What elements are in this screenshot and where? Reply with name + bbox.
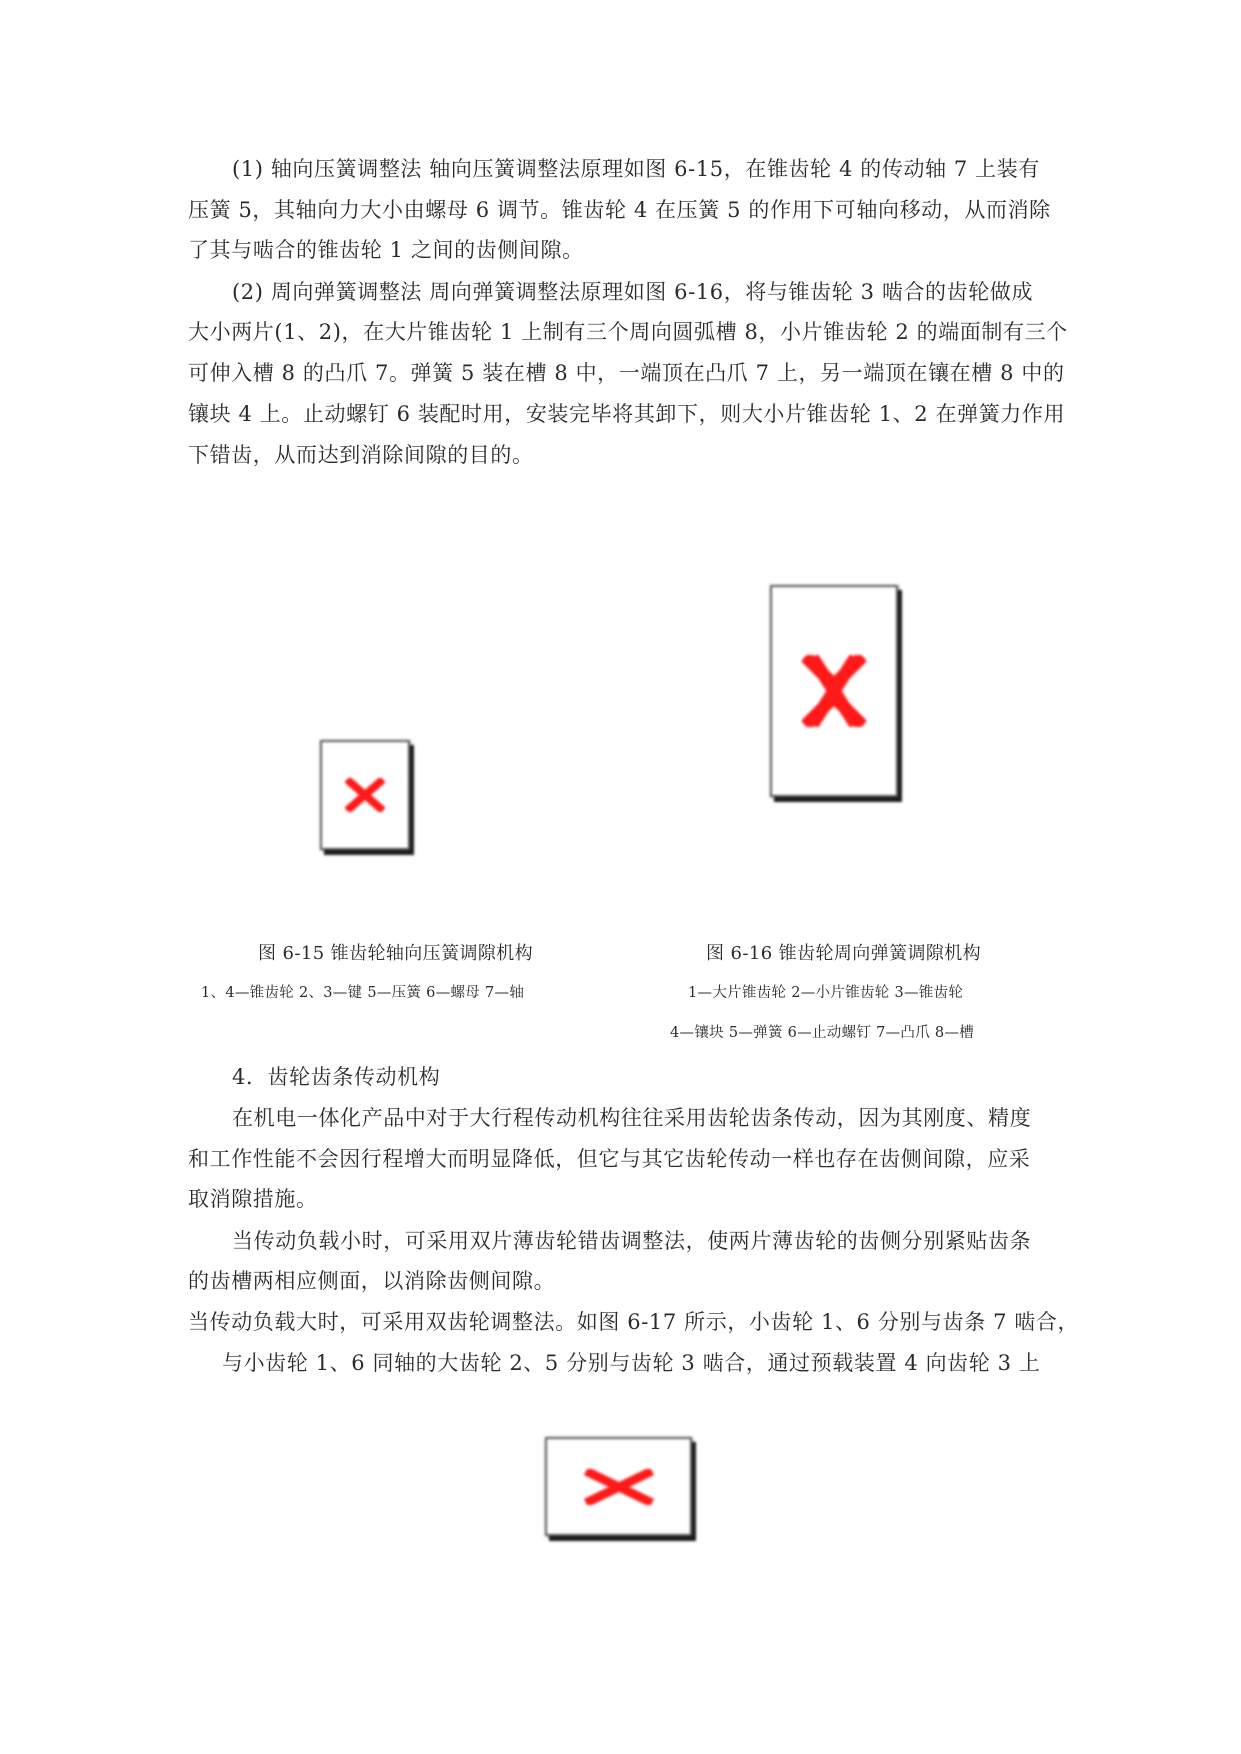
figure-6-17-broken-image: [545, 1437, 692, 1536]
p4-line-2: 的齿槽两相应侧面，以消除齿侧间隙。: [188, 1269, 556, 1293]
p2-line-4: 镶块 4 上。止动螺钉 6 装配时用，安装完毕将其卸下，则大小片锥齿轮 1、2 在弹簧力作用: [188, 402, 1066, 426]
p1-line-3: 了其与啮合的锥齿轮 1 之间的齿侧间隙。: [188, 238, 584, 262]
p3-line-2: 和工作性能不会因行程增大而明显降低，但它与其它齿轮传动一样也存在齿侧间隙，应采: [188, 1147, 1031, 1171]
figure-6-15-caption: 图 6-15 锥齿轮轴向压簧调隙机构: [258, 943, 534, 964]
broken-image-x-icon: [345, 778, 385, 812]
p5-line-1: 当传动负载大时，可采用双齿轮调整法。如图 6-17 所示，小齿轮 1、6 分别与齿条 7 啮合，: [188, 1310, 1080, 1334]
figure-6-16-caption: 图 6-16 锥齿轮周向弹簧调隙机构: [706, 943, 982, 964]
figure-6-16-legend-2: 4—镶块 5—弹簧 6—止动螺钉 7—凸爪 8—槽: [670, 1025, 975, 1041]
p1-line-2: 压簧 5，其轴向力大小由螺母 6 调节。锥齿轮 4 在压簧 5 的作用下可轴向移动，从而消除: [188, 198, 1051, 222]
p2-line-3: 可伸入槽 8 的凸爪 7。弹簧 5 装在槽 8 中，一端顶在凸爪 7 上，另一端顶在镶在槽 8 中的: [188, 361, 1065, 385]
broken-image-x-icon: [584, 1469, 654, 1505]
p2-line-2: 大小两片(1、2)，在大片锥齿轮 1 上制有三个周向圆弧槽 8，小片锥齿轮 2 的端面制有三个: [188, 320, 1068, 344]
p2-line-5: 下错齿，从而达到消除间隙的目的。: [188, 443, 534, 467]
broken-image-x-icon: [802, 655, 866, 727]
p2-line-1: (2) 周向弹簧调整法 周向弹簧调整法原理如图 6-16，将与锥齿轮 3 啮合的齿轮做成: [232, 280, 1034, 304]
p3-line-1: 在机电一体化产品中对于大行程传动机构往往采用齿轮齿条传动，因为其刚度、精度: [232, 1106, 1032, 1130]
p3-line-3: 取消隙措施。: [188, 1187, 318, 1211]
section-heading: 4．齿轮齿条传动机构: [232, 1065, 441, 1089]
figure-6-15-broken-image: [320, 740, 410, 850]
p1-line-1: (1) 轴向压簧调整法 轴向压簧调整法原理如图 6-15，在锥齿轮 4 的传动轴 7 上装有: [232, 157, 1040, 181]
figure-6-15-legend: 1、4—锥齿轮 2、3—键 5—压簧 6—螺母 7—轴: [201, 985, 525, 1001]
p4-line-1: 当传动负载小时，可采用双片薄齿轮错齿调整法，使两片薄齿轮的齿侧分别紧贴齿条: [232, 1229, 1032, 1253]
p5-line-2: 与小齿轮 1、6 同轴的大齿轮 2、5 分别与齿轮 3 啮合，通过预载装置 4 向齿轮 3 上: [222, 1351, 1041, 1375]
figure-6-16-legend-1: 1—大片锥齿轮 2—小片锥齿轮 3—锥齿轮: [688, 985, 964, 1001]
figure-6-16-broken-image: [770, 585, 898, 797]
